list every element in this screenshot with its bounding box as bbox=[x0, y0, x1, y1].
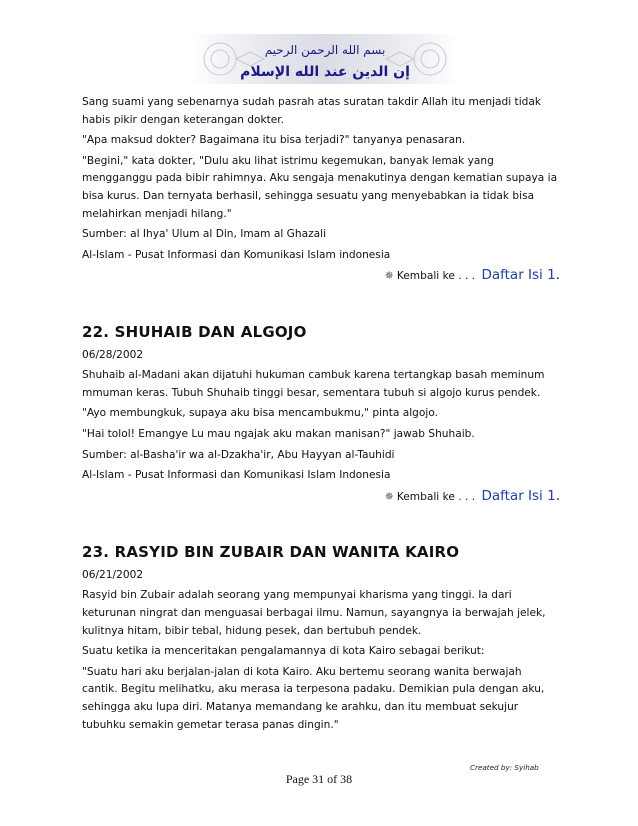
document-body bbox=[82, 94, 560, 737]
sparkle-icon: ✵ bbox=[384, 489, 394, 503]
paragraph: Shuhaib al-Madani akan dijatuhi hukuman cambuk karena tertangkap basah meminum mmuman keras. Tubuh Shuhaib tinggi besar, sementara tubuh si algojo kurus pendek. bbox=[82, 369, 545, 399]
back-to-toc bbox=[82, 488, 560, 507]
story-22-section bbox=[82, 324, 560, 506]
section-title: 23. RASYID BIN ZUBAIR DAN WANITA KAIRO bbox=[82, 543, 460, 562]
source-citation: Sumber: al-Basha'ir wa al-Dzakha'ir, Abu Hayyan al-Tauhidi bbox=[82, 448, 395, 461]
story-23-section bbox=[82, 544, 560, 734]
back-label: Kembali ke . . . bbox=[396, 490, 476, 503]
source-citation: Sumber: al Ihya' Ulum al Din, Imam al Ghazali bbox=[82, 228, 327, 241]
section-date: 06/21/2002 bbox=[82, 568, 144, 581]
paragraph: Suatu ketika ia menceritakan pengalamannya di kota Kairo sebagai berikut: bbox=[82, 645, 485, 658]
period: . bbox=[555, 267, 560, 284]
footer-credit: Created by: Syihab bbox=[470, 763, 539, 772]
paragraph: "Apa maksud dokter? Bagaimana itu bisa terjadi?" tanyanya penasaran. bbox=[82, 134, 466, 147]
section-date: 06/28/2002 bbox=[82, 348, 144, 361]
back-label: Kembali ke . . . bbox=[396, 270, 476, 283]
header-calligraphy-banner bbox=[190, 28, 460, 90]
publisher-line: Al-Islam - Pusat Informasi dan Komunikasi Islam indonesia bbox=[82, 248, 391, 261]
calligraphy-line-1: بسم الله الرحمن الرحيم bbox=[264, 43, 386, 57]
toc-link[interactable]: Daftar Isi 1 bbox=[481, 487, 556, 504]
back-to-toc bbox=[82, 267, 560, 286]
period: . bbox=[555, 487, 560, 504]
page-number: Page 31 of 38 bbox=[285, 772, 353, 786]
paragraph: "Hai tolol! Emangye Lu mau ngajak aku makan manisan?" jawab Shuhaib. bbox=[82, 427, 475, 440]
section-title: 22. SHUHAIB DAN ALGOJO bbox=[82, 322, 307, 341]
sparkle-icon: ✵ bbox=[384, 269, 394, 283]
paragraph: Sang suami yang sebenarnya sudah pasrah atas suratan takdir Allah itu menjadi tidak habis pikir dengan keterangan dokter. bbox=[82, 96, 541, 126]
previous-story-section bbox=[82, 94, 560, 286]
paragraph: "Begini," kata dokter, "Dulu aku lihat istrimu kegemukan, banyak lemak yang mengganggu pada bibir rahimnya. Aku sengaja menakutinya dengan kematian supaya ia bisa kurus. Dan ternyata berhasil, sehingga sesuatu yang menyebabkan ia tidak bisa melahirkan menjadi hilang." bbox=[82, 154, 558, 220]
toc-link[interactable]: Daftar Isi 1 bbox=[481, 267, 556, 284]
paragraph: Rasyid bin Zubair adalah seorang yang mempunyai kharisma yang tinggi. Ia dari keturunan ningrat dan menguasai berbagai ilmu. Namun, sayangnya ia berwajah jelek, kulitnya hitam, bibir tebal, hidung pesek, dan bertubuh pendek. bbox=[82, 589, 546, 637]
paragraph: "Suatu hari aku berjalan-jalan di kota Kairo. Aku bertemu seorang wanita berwajah cantik. Begitu melihatku, aku merasa ia terpesona padaku. Demikian pula dengan aku, sehingga aku lupa diri. Matanya memandang ke arahku, dan itu membuat sekujur tubuhku semakin gemetar terasa panas dingin." bbox=[82, 665, 545, 731]
publisher-line: Al-Islam - Pusat Informasi dan Komunikasi Islam Indonesia bbox=[82, 469, 391, 482]
calligraphy-banner-graphic bbox=[190, 28, 460, 90]
paragraph: "Ayo membungkuk, supaya aku bisa mencambukmu," pinta algojo. bbox=[82, 407, 438, 420]
calligraphy-line-2: إن الدين عند الله الإسلام bbox=[240, 64, 410, 80]
